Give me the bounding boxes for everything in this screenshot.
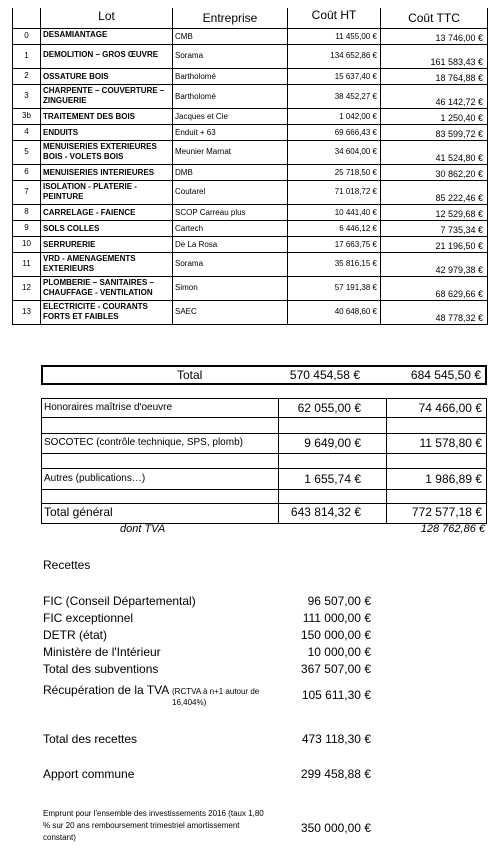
- table-row: [13, 180, 488, 204]
- recette-value: 10 000,00 €: [307, 645, 371, 659]
- recette-label: FIC (Conseil Départemental): [43, 594, 196, 608]
- total-ttc: 684 545,50 €: [410, 368, 481, 382]
- grand-total-ht: 643 814,32 €: [290, 505, 361, 519]
- fee-ht: 9 649,00 €: [304, 436, 361, 450]
- lot-entreprise: Bartholomé: [173, 84, 288, 108]
- recette-label: FIC exceptionnel: [43, 611, 134, 625]
- lot-name: ISOLATION - PLATERIE - PEINTURE: [41, 180, 173, 204]
- header-lot: Lot: [41, 8, 173, 28]
- lot-number: 4: [13, 124, 41, 140]
- table-row: [13, 68, 488, 84]
- lot-cout-ht: 71 018,72 €: [288, 180, 381, 204]
- recup-tva: [43, 683, 169, 697]
- lot-number: 5: [13, 140, 41, 164]
- lot-cout-ttc: 41 524,80 €: [381, 140, 488, 164]
- lot-entreprise: CMB: [173, 28, 288, 44]
- fee-ttc: 74 466,00 €: [418, 401, 482, 415]
- recup-tva-value: 105 611,30 €: [301, 688, 371, 702]
- lots-table: [12, 8, 488, 325]
- lot-entreprise: De La Rosa: [173, 236, 288, 252]
- lot-cout-ttc: 30 862,20 €: [381, 164, 488, 180]
- lot-name: OSSATURE BOIS: [41, 68, 173, 84]
- lot-number: 3: [13, 84, 41, 108]
- recup-tva-note: (RCTVA à n+1 autour de 16,404%): [172, 687, 260, 707]
- total-label: Total: [177, 368, 203, 382]
- tva-value: 128 762,86 €: [420, 523, 485, 535]
- lot-cout-ht: 57 191,38 €: [288, 276, 381, 300]
- header-entreprise: Entreprise: [173, 8, 288, 28]
- total-box: [41, 365, 487, 385]
- lot-entreprise: Jacques et Cie: [173, 108, 288, 124]
- table-row: [13, 300, 488, 324]
- lot-name: ENDUITS: [41, 124, 173, 140]
- header-cout-ttc: Coût TTC: [381, 8, 488, 28]
- lot-number: 6: [13, 164, 41, 180]
- lot-entreprise: Bartholomé: [173, 68, 288, 84]
- lot-number: 8: [13, 204, 41, 220]
- lot-cout-ht: 34 604,00 €: [288, 140, 381, 164]
- table-row: [13, 164, 488, 180]
- lot-entreprise: Enduit + 63: [173, 124, 288, 140]
- lot-entreprise: SCOP Carreau plus: [173, 204, 288, 220]
- lot-name: TRAITEMENT DES BOIS: [41, 108, 173, 124]
- total-line: [43, 367, 485, 385]
- lot-cout-ttc: 83 599,72 €: [381, 124, 488, 140]
- lot-cout-ht: 134 652,86 €: [288, 44, 381, 68]
- emprunt-label: Emprunt pour l'ensemble des investissements 2016 (taux 1,80 % sur 20 ans remboursement trimestriel amortissement constant): [43, 809, 264, 842]
- lot-name: SOLS COLLES: [41, 220, 173, 236]
- recette-label: Ministère de l'Intérieur: [43, 645, 161, 659]
- fees-box: [41, 398, 487, 524]
- grand-total-ttc: 772 577,18 €: [411, 505, 482, 519]
- lot-name: PLOMBERIE – SANITAIRES – CHAUFFAGE - VENTILATION: [41, 276, 173, 300]
- lot-entreprise: Cartech: [173, 220, 288, 236]
- lot-cout-ttc: 7 735,34 €: [381, 220, 488, 236]
- lot-name: DESAMIANTAGE: [41, 28, 173, 44]
- table-row: [13, 252, 488, 276]
- recette-label: DETR (état): [43, 628, 108, 642]
- header-cout-ht: Coût HT: [288, 8, 381, 28]
- lot-entreprise: Sorama: [173, 44, 288, 68]
- lot-name: DEMOLITION – GROS ŒUVRE: [41, 44, 173, 68]
- emprunt-value: 350 000,00 €: [300, 821, 371, 835]
- apport-value: 299 458,88 €: [300, 767, 371, 781]
- lot-cout-ht: 10 441,40 €: [288, 204, 381, 220]
- table-row: [13, 124, 488, 140]
- lot-cout-ttc: 12 529,68 €: [381, 204, 488, 220]
- total-recettes-label: Total des recettes: [43, 732, 138, 746]
- lot-name: MENUISERIES EXTERIEURES BOIS - VOLETS BOIS: [41, 140, 173, 164]
- table-row: [13, 108, 488, 124]
- fee-line-socotec: [42, 434, 486, 452]
- lot-cout-ht: 25 718,50 €: [288, 164, 381, 180]
- table-row: [13, 276, 488, 300]
- lot-entreprise: DMB: [173, 164, 288, 180]
- lot-number: 7: [13, 180, 41, 204]
- lot-number: 13: [13, 300, 41, 324]
- grand-total-label: Total général: [44, 505, 113, 519]
- recette-value: 111 000,00 €: [302, 611, 371, 625]
- lot-name: SERRURERIE: [41, 236, 173, 252]
- apport-label: Apport commune: [43, 767, 135, 781]
- header-number: [13, 8, 41, 28]
- table-row: [13, 204, 488, 220]
- lot-cout-ht: 15 637,40 €: [288, 68, 381, 84]
- lot-number: 12: [13, 276, 41, 300]
- lot-cout-ttc: 85 222,46 €: [381, 180, 488, 204]
- lot-cout-ht: 6 446,12 €: [288, 220, 381, 236]
- lot-entreprise: Coutarel: [173, 180, 288, 204]
- fee-ht: 1 655,74 €: [304, 472, 361, 486]
- lot-cout-ht: 40 648,60 €: [288, 300, 381, 324]
- fee-label: Honoraires maîtrise d'oeuvre: [44, 402, 173, 413]
- recup-tva-label: Récupération de la TVA: [43, 683, 170, 697]
- tva-label: dont TVA: [120, 523, 166, 535]
- lot-name: CARRELAGE - FAIENCE: [41, 204, 173, 220]
- lot-name: CHARPENTE – COUVERTURE – ZINGUERIE: [41, 84, 173, 108]
- table-row: [13, 220, 488, 236]
- fee-line-autres: [42, 470, 486, 488]
- lot-entreprise: Simon: [173, 276, 288, 300]
- lot-cout-ht: 11 455,00 €: [288, 28, 381, 44]
- fee-ttc: 11 578,80 €: [419, 436, 482, 450]
- lot-number: 0: [13, 28, 41, 44]
- lot-cout-ttc: 68 629,66 €: [381, 276, 488, 300]
- table-row: [13, 236, 488, 252]
- lot-cout-ttc: 46 142,72 €: [381, 84, 488, 108]
- lot-cout-ttc: 42 979,38 €: [381, 252, 488, 276]
- table-row: [13, 84, 488, 108]
- lot-name: MENUISERIES INTERIEURES: [41, 164, 173, 180]
- recette-label: Total des subventions: [43, 662, 159, 676]
- recette-value: 367 507,00 €: [300, 662, 371, 676]
- total-ht: 570 454,58 €: [289, 368, 360, 382]
- lot-number: 3b: [13, 108, 41, 124]
- recettes-title: Recettes: [43, 558, 91, 572]
- lot-cout-ht: 1 042,00 €: [288, 108, 381, 124]
- total-recettes-value: 473 118,30 €: [301, 732, 371, 746]
- lot-cout-ttc: 161 583,43 €: [381, 44, 488, 68]
- lot-cout-ht: 69 666,43 €: [288, 124, 381, 140]
- lot-cout-ttc: 18 764,88 €: [381, 68, 488, 84]
- lot-name: VRD - AMENAGEMENTS EXTERIEURS: [41, 252, 173, 276]
- lot-entreprise: Meunier Marnat: [173, 140, 288, 164]
- fee-label: SOCOTEC (contrôle technique, SPS, plomb): [44, 437, 243, 448]
- grand-total-line: [42, 504, 486, 522]
- table-row: [13, 28, 488, 44]
- table-header-row: [13, 8, 488, 28]
- lot-number: 1: [13, 44, 41, 68]
- table-row: [13, 140, 488, 164]
- table-row: [13, 44, 488, 68]
- lot-number: 9: [13, 220, 41, 236]
- lot-cout-ttc: 21 196,50 €: [381, 236, 488, 252]
- fee-label: Autres (publications…): [44, 473, 146, 484]
- lot-cout-ht: 35 816,15 €: [288, 252, 381, 276]
- lot-number: 10: [13, 236, 41, 252]
- lot-number: 11: [13, 252, 41, 276]
- recette-value: 150 000,00 €: [300, 628, 371, 642]
- fee-line-honoraires: [42, 399, 486, 417]
- lot-cout-ttc: 1 250,40 €: [381, 108, 488, 124]
- fee-ht: 62 055,00 €: [297, 401, 361, 415]
- lot-cout-ht: 17 663,75 €: [288, 236, 381, 252]
- lot-cout-ttc: 13 746,00 €: [381, 28, 488, 44]
- lot-name: ELECTRICITE - COURANTS FORTS ET FAIBLES: [41, 300, 173, 324]
- lot-entreprise: Sorama: [173, 252, 288, 276]
- lot-entreprise: SAEC: [173, 300, 288, 324]
- recette-value: 96 507,00 €: [307, 594, 371, 608]
- lot-number: 2: [13, 68, 41, 84]
- fee-ttc: 1 986,89 €: [425, 472, 482, 486]
- lot-cout-ht: 38 452,27 €: [288, 84, 381, 108]
- lot-cout-ttc: 48 778,32 €: [381, 300, 488, 324]
